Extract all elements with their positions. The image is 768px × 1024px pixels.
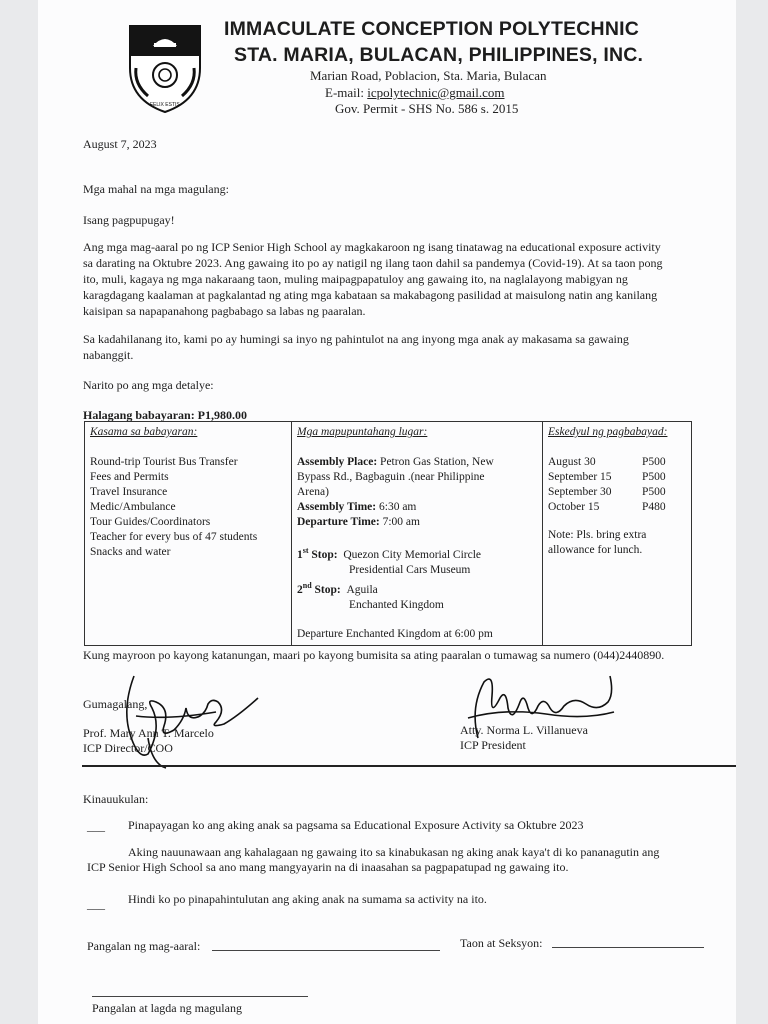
letter-date: August 7, 2023: [83, 137, 157, 151]
parent-signature-label: Pangalan at lagda ng magulang: [92, 1001, 242, 1015]
school-name: IMMACULATE CONCEPTION POLYTECHNIC: [224, 18, 640, 40]
left-signatory-title: ICP Director/COO: [83, 741, 173, 755]
schedule-amount: P500: [642, 471, 666, 483]
school-location: STA. MARIA, BULACAN, PHILIPPINES, INC.: [234, 44, 644, 66]
schedule-row: [548, 485, 686, 500]
inclusion-item: Snacks and water: [90, 546, 171, 558]
first-stop-word: Stop:: [308, 548, 338, 561]
paragraph-2-line: Sa kadahilanang ito, kami po ay humingi sa inyo ng pahintulot na ang inyong mga anak ay makasama sa gawaing: [83, 332, 629, 346]
details-table: [84, 421, 692, 646]
inclusion-item: Medic/Ambulance: [90, 501, 176, 513]
first-stop-sup: st: [302, 546, 309, 555]
contact-line: Kung mayroon po kayong katanungan, maari po kayong bumisita sa ating paaralan o tumawag sa numero (044)2440890.: [83, 648, 665, 662]
year-section-field[interactable]: [552, 947, 704, 948]
assembly-time-value: 6:30 am: [376, 501, 417, 513]
schedule-amount: P500: [642, 486, 666, 498]
parent-signature-field[interactable]: [92, 996, 308, 997]
inclusion-item: Round-trip Tourist Bus Transfer: [90, 456, 238, 468]
inclusions-cell: [85, 422, 292, 646]
assembly-place: [297, 455, 537, 470]
paragraph-1-line: kaisipan sa napapanahong pagbabago sa labas ng paaralan.: [83, 304, 366, 318]
assembly-place-label: Assembly Place:: [297, 456, 378, 468]
inclusion-item: Tour Guides/Coordinators: [90, 516, 211, 528]
inclusion-item: Fees and Permits: [90, 471, 169, 483]
paragraph-1-line: sa darating na Oktubre 2023. Ang gawaing ito po ay natigil ng ilang taon dahil sa pandemya (Covid-19). At sa taon pong: [83, 256, 663, 270]
email-link[interactable]: icpolytechnic@gmail.com: [367, 85, 505, 100]
logo-motto: FELIX ESTIS: [150, 102, 180, 108]
inclusions-header: Kasama sa babayaran:: [90, 426, 198, 438]
right-signatory-title: ICP President: [460, 738, 526, 752]
student-name-field[interactable]: [212, 950, 440, 951]
departure-time-label: Departure Time:: [297, 516, 380, 528]
divider: [82, 765, 736, 767]
allow-checkbox-blank[interactable]: ___: [87, 819, 105, 833]
schedule-date: October 15: [548, 501, 600, 513]
left-signature-icon: [108, 668, 278, 772]
first-stop-place: Quezon City Memorial Circle: [343, 548, 482, 561]
assembly-place-value: Bypass Rd., Bagbaguin .(near Philippine: [297, 471, 485, 483]
consent-statement: ICP Senior High School sa ano mang mangyayarin na di inaasahan sa pagpapatupad ng gawaing ito.: [87, 860, 569, 874]
departure-time: [297, 515, 537, 530]
first-stop-place: Presidential Cars Museum: [349, 563, 471, 576]
schedule-date: September 30: [548, 486, 612, 498]
allow-option: Pinapayagan ko ang aking anak sa pagsama sa Educational Exposure Activity sa Oktubre 2023: [128, 818, 584, 832]
second-stop-sup: nd: [302, 580, 312, 590]
second-stop-place: Aguila: [346, 583, 378, 596]
first-stop-label: [297, 546, 338, 561]
departure-time-value: 7:00 am: [379, 516, 420, 528]
kinauukulan: Kinauukulan:: [83, 792, 149, 806]
paragraph-1: [83, 239, 713, 319]
year-section-label: Taon at Seksyon:: [460, 936, 543, 950]
details-intro: Narito po ang mga detalye:: [83, 378, 214, 392]
final-departure: Departure Enchanted Kingdom at 6:00 pm: [297, 627, 493, 640]
paragraph-2-line: nabanggit.: [83, 348, 134, 362]
salutation: Mga mahal na mga magulang:: [83, 182, 229, 196]
school-logo-icon: [124, 16, 206, 114]
deny-checkbox-blank[interactable]: ___: [87, 897, 105, 911]
lunch-note: allowance for lunch.: [548, 544, 643, 556]
second-stop: [297, 578, 537, 598]
destinations-cell: [292, 422, 543, 646]
first-stop: [297, 543, 537, 563]
right-signature-icon: [464, 668, 624, 742]
schedule-amount: P480: [642, 501, 666, 513]
second-stop-label: [297, 580, 341, 596]
first-stop-num: 1: [297, 548, 303, 561]
inclusion-item: Travel Insurance: [90, 486, 168, 498]
fee-label: Halagang babayaran: P1,980.00: [83, 408, 248, 422]
right-signatory-name: Atty. Norma L. Villanueva: [460, 723, 588, 737]
paragraph-1-line: ito, muli, kagaya ng mga nakaraang taon, muling maipagpapatuloy ang gawaing ito, na naglalayong mabigyan ng: [83, 272, 628, 286]
assembly-place-value: Arena): [297, 486, 329, 498]
lunch-note: Note: Pls. bring extra: [548, 529, 647, 541]
second-stop-num: 2: [297, 583, 303, 596]
closing: Gumagalang,: [83, 697, 148, 711]
consent-statement: Aking nauunawaan ang kahalagaan ng gawaing ito sa kinabukasan ng aking anak kaya't di ko pananagutin ang: [128, 845, 660, 859]
paragraph-2: [83, 331, 713, 363]
school-address: Marian Road, Poblacion, Sta. Maria, Bulacan: [310, 68, 547, 83]
paragraph-1-line: karagdagang kaalaman at pagkalantad ng ating mga kabataan sa makabagong pasilidad at maisulong natin ang kanilang: [83, 288, 658, 302]
letter-page: [38, 0, 736, 1024]
school-email-line: [325, 85, 505, 101]
inclusion-item: Teacher for every bus of 47 students: [90, 531, 258, 543]
schedule-row: [548, 470, 686, 485]
second-stop-word: Stop:: [311, 583, 341, 596]
schedule-row: [548, 500, 686, 515]
schedule-row: [548, 455, 686, 470]
student-name-label: Pangalan ng mag-aaral:: [87, 939, 201, 953]
schedule-date: August 30: [548, 456, 596, 468]
assembly-time-label: Assembly Time:: [297, 501, 377, 513]
schedule-amount: P500: [642, 456, 666, 468]
deny-option: Hindi ko po pinapahintulutan ang aking anak na sumama sa activity na ito.: [128, 892, 487, 906]
greeting: Isang pagpupugay!: [83, 213, 175, 227]
destinations-header: Mga mapupuntahang lugar:: [297, 426, 428, 438]
assembly-place-value: Petron Gas Station, New: [377, 456, 494, 468]
gov-permit: Gov. Permit - SHS No. 586 s. 2015: [335, 101, 519, 116]
email-label: E-mail:: [325, 85, 368, 100]
left-signatory-name: Prof. Mary Ann T. Marcelo: [83, 726, 214, 740]
paragraph-1-line: Ang mga mag-aaral po ng ICP Senior High School ay magkakaroon ng isang tinatawag na educational exposure activity: [83, 240, 661, 254]
payment-schedule-cell: [543, 422, 692, 646]
payment-schedule-header: Eskedyul ng pagbabayad:: [548, 426, 668, 438]
schedule-date: September 15: [548, 471, 612, 483]
second-stop-place: Enchanted Kingdom: [349, 598, 444, 611]
assembly-time: [297, 500, 537, 515]
